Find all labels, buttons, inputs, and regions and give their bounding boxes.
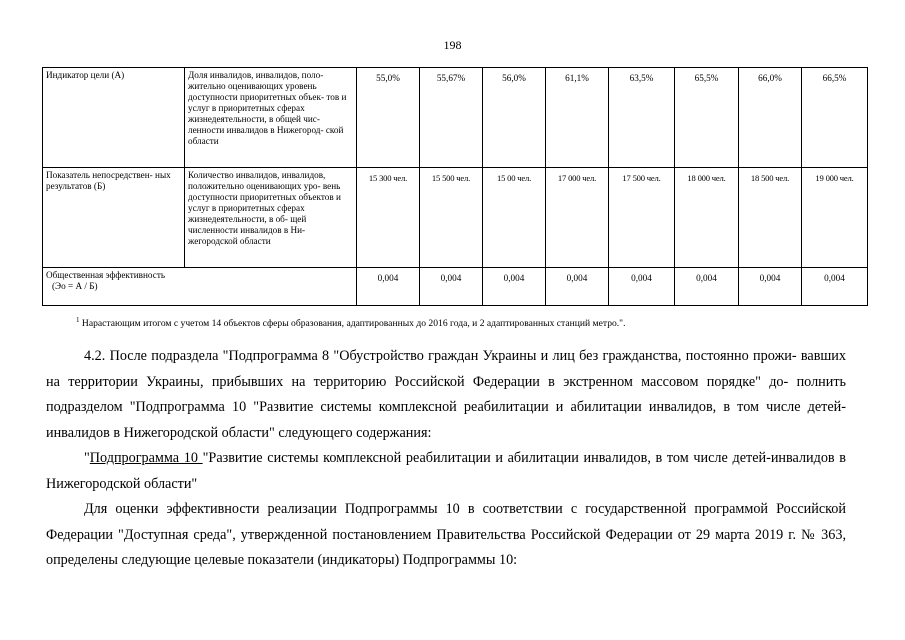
table-cell: 65,5%: [675, 68, 739, 168]
efficiency-table: [42, 67, 868, 306]
footnote: [76, 316, 626, 329]
table-cell: 66,5%: [802, 68, 868, 168]
subprogram-heading-rest: "Развитие системы комплексной реабилитации и абилитации инвалидов, в том числе детей-инвалидов в Нижегородской области": [46, 450, 846, 492]
table-cell: 15 00 чел.: [483, 168, 546, 268]
table-cell: 56,0%: [483, 68, 546, 168]
footnote-text: Нарастающим итогом с учетом 14 объектов сферы образования, адаптированных до 2016 года, и 2 адаптированных станций метро.".: [79, 318, 626, 330]
row-description: Количество инвалидов, инвалидов, положительно оценивающих уро- вень доступности приоритетных объектов и услуг в приоритетных сферах жизнедеятельности, в об- щей численности инвалидов в Ни- жегородской области: [185, 168, 357, 268]
row-description: Доля инвалидов, инвалидов, поло- жительно оценивающих уровень доступности приоритетных объек- тов и услуг в приоритетных сферах жизнедеятельности, в общей чис- ленности инвалидов в Нижегород- ской области: [185, 68, 357, 168]
row-label: Индикатор цели (А): [43, 68, 185, 168]
table-cell: 0,004: [739, 268, 802, 306]
paragraph-subprogram-title: [46, 446, 846, 497]
table-cell: 18 000 чел.: [675, 168, 739, 268]
table-cell: 55,67%: [420, 68, 483, 168]
row-label-formula: (Эо = А / Б): [52, 281, 98, 291]
table-cell: 19 000 чел.: [802, 168, 868, 268]
row-label: Показатель непосредствен- ных результатов (Б): [43, 168, 185, 268]
subprogram-heading-underlined: Подпрограмма 10: [89, 450, 203, 466]
table-cell: 61,1%: [546, 68, 609, 168]
table-row: [43, 268, 868, 306]
paragraph-amendment: 4.2. После подраздела "Подпрограмма 8 "Обустройство граждан Украины и лиц без гражданства, постоянно прожи- вавших на территории Украины, прибывших на территорию Российской Федерации в экстренном массовом порядке" до- полнить подразделом "Подпрограмма 10 "Развитие системы комплексной реабилитации и абилитации инвалидов, в том числе детей-инвалидов в Нижегородской области" следующего содержания:: [46, 348, 846, 441]
page-number: 198: [443, 38, 462, 52]
table-cell: 15 300 чел.: [357, 168, 420, 268]
table-cell: 0,004: [546, 268, 609, 306]
table-cell: 0,004: [357, 268, 420, 306]
row-label-line: Общественная эффективность: [46, 270, 166, 280]
table-cell: 0,004: [483, 268, 546, 306]
table-cell: 63,5%: [609, 68, 675, 168]
table-cell: 0,004: [802, 268, 868, 306]
table-cell: 55,0%: [357, 68, 420, 168]
footnote-marker: 1: [76, 316, 80, 324]
table-cell: 0,004: [675, 268, 739, 306]
table-cell: 18 500 чел.: [739, 168, 802, 268]
table-cell: 0,004: [609, 268, 675, 306]
row-label: [43, 268, 357, 306]
table-row: [43, 168, 868, 268]
table-cell: 0,004: [420, 268, 483, 306]
table-cell: 15 500 чел.: [420, 168, 483, 268]
open-quote: ": [84, 450, 90, 466]
table-cell: 17 500 чел.: [609, 168, 675, 268]
table-cell: 66,0%: [739, 68, 802, 168]
table-row: [43, 68, 868, 168]
table-cell: 17 000 чел.: [546, 168, 609, 268]
paragraph-evaluation: Для оценки эффективности реализации Подпрограммы 10 в соответствии с государственной программой Российской Федерации "Доступная среда", утвержденной постановлением Правительства Российской Федерации от 29 марта 2019 г. № 363, определены следующие целевые показатели (индикаторы) Подпрограммы 10:: [46, 501, 846, 568]
